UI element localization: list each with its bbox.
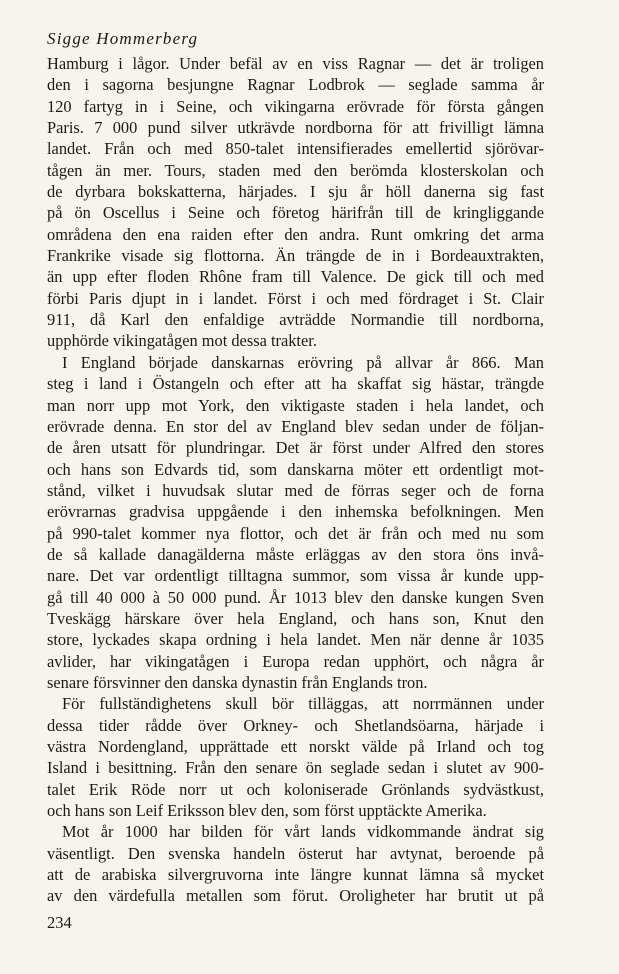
text-line: Hamburg i lågor. Under befäl av en viss Ragnar — det är troligen [47,54,544,73]
text-line: och hans son Edvards tid, som danskarna möter ett ordentligt mot- [47,459,544,479]
text-line: Island i besittning. Från den senare ön seglade sedan i slutet av 900- [47,758,544,778]
text-line: väsentligt. Den svenska handeln österut har avtynat, beroende på [47,843,544,863]
text-line: Frankrike visade sig flottorna. Än trängde de in i Bordeauxtrakten, [47,246,544,266]
text-line: talet Erik Röde norr ut och koloniserade Grönlands sydvästkust, [47,779,544,799]
page-number: 234 [47,913,72,932]
text-line: landet. Från och med 850-talet intensifierades emellertid sjörövar- [47,139,544,159]
text-line: tågen än mer. Tours, staden med den berömda klosterskolan och [47,160,544,180]
text-line: erövrarnas gradvisa uppgående i den inhemska befolkningen. Men [47,502,544,522]
text-line: stånd, vilket i huvudsak slutar med de förras seger och de forna [47,480,544,500]
text-line: på 990-talet kommer nya flottor, och det är från och med nu som [47,523,544,543]
text-line: på ön Oscellus i Seine och företog härifrån till de kringliggande [47,203,544,223]
text-line: senare försvinner den danska dynastin från Englands tron. [47,672,428,692]
text-line: 911, då Karl den enfaldige avträdde Normandie till nordborna, [47,310,544,330]
text-line: att de arabiska silvergruvorna inte längre kunnat lämna så mycket [47,865,544,885]
text-line: store, lyckades skapa ordning i hela landet. Men när denne år 1035 [47,630,544,650]
text-line: västra Nordengland, upprättade ett norskt välde på Irland och tog [47,737,544,756]
paragraph [47,821,544,906]
paragraph [47,53,544,352]
text-line: Mot år 1000 har bilden för vårt lands vidkommande ändrat sig [62,822,544,842]
paragraph [47,352,544,694]
text-line: I England började danskarnas erövring på allvar år 866. Man [62,352,544,372]
text-line: av den värdefulla metallen som förut. Oroligheter har brutit ut på [47,886,544,906]
text-line: gå till 40 000 à 50 000 pund. År 1013 blev den danske kungen Sven [47,587,544,607]
text-line: upphörde vikingatågen mot dessa trakter. [47,331,317,351]
text-line: steg i land i Östangeln och efter att ha skaffat sig hästar, trängde [47,374,544,394]
text-line: erövrade denna. En stor del av England blev sedan under de följan- [47,416,544,436]
text-line: avlider, har vikingatågen i Europa redan upphört, och några år [47,651,544,671]
text-line: de så kallade danagälderna måste erläggas av den stora öns invå- [47,544,544,564]
text-line: nare. Det var ordentligt tilltagna summor, som vissa år kunde upp- [47,566,544,586]
text-line: För fullständighetens skull bör tilläggas, att norrmännen under [62,694,544,714]
text-line: den i sagorna besjungne Ragnar Lodbrok — seglade samma år [47,75,544,95]
text-line: Tveskägg härskare över hela England, och hans son, Knut den [47,608,544,628]
text-line: områdena den ena raiden efter den andra. Runt omkring det arma [47,224,544,244]
text-line: Paris. 7 000 pund silver utkrävde nordborna för att frivilligt lämna [47,118,544,138]
paragraph [47,693,544,821]
running-header: Sigge Hommerberg [47,29,199,48]
text-line: dessa tider rådde över Orkney- och Shetlandsöarna, härjade i [47,715,544,735]
text-line: man norr upp mot York, den viktigaste staden i hela landet, och [47,395,544,415]
text-line: än upp efter floden Rhône fram till Valence. De gick till och med [47,267,544,287]
text-line: de dyrbara bokskatterna, härjades. I sju år höll danerna sig fast [47,182,544,202]
text-line: de åren utsatt för plundringar. Det är först under Alfred den stores [47,438,544,458]
text-line: förbi Paris djupt in i landet. Först i och med fördraget i St. Clair [47,288,544,308]
text-line: 120 fartyg in i Seine, och vikingarna erövrade för första gången [47,96,544,116]
body-text [47,53,544,907]
text-line: och hans son Leif Eriksson blev den, som först upptäckte Amerika. [47,801,487,821]
